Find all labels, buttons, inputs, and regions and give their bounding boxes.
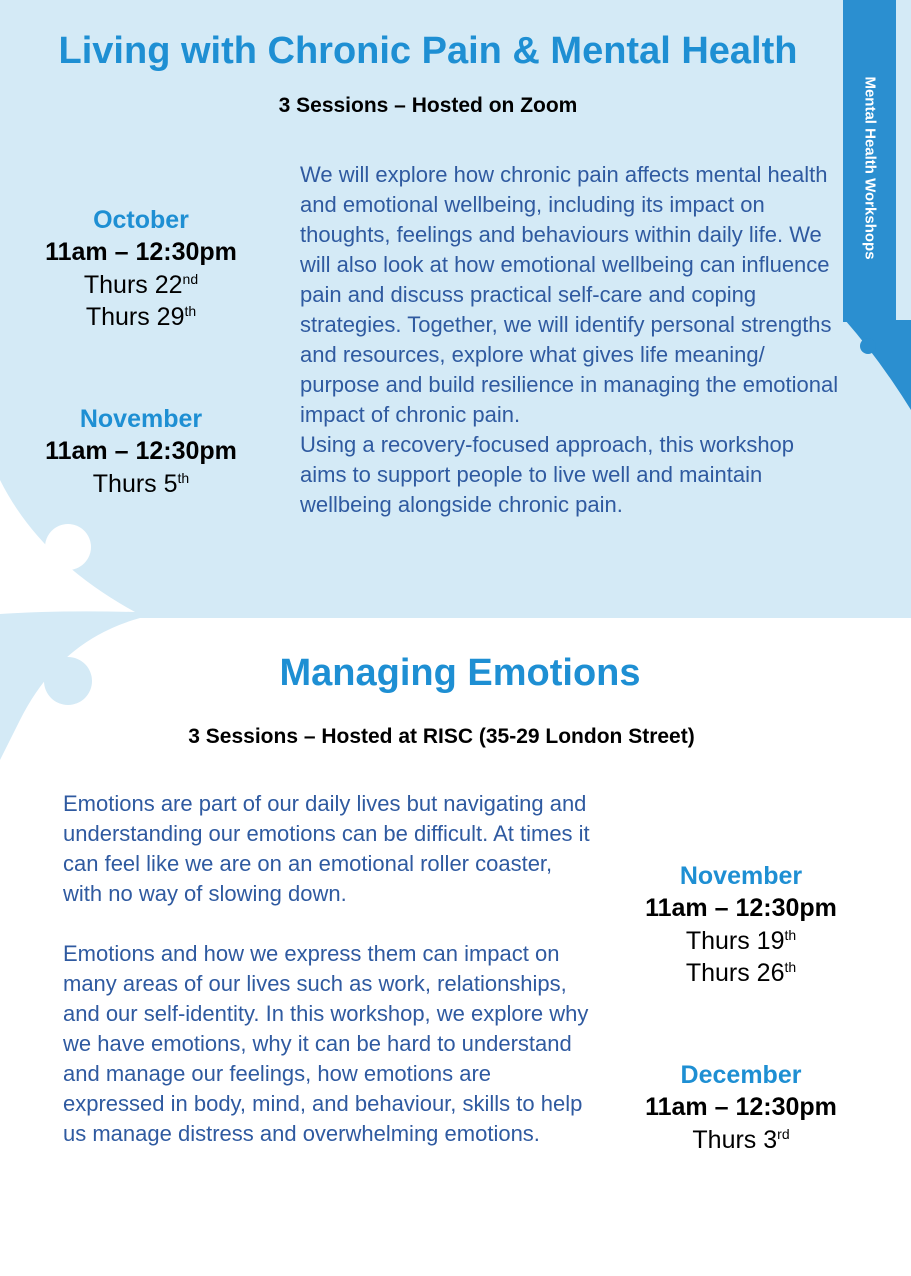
section2-title: Managing Emotions: [279, 652, 641, 694]
section2-dates: [630, 860, 852, 1156]
date-month: December: [680, 1061, 802, 1089]
paragraph: Emotions and how we express them can impact on many areas of our lives such as work, relationships, and our self-identity. In this workshop, we explore why we have emotions, why it can be hard to understand and manage our feelings, how emotions are expressed in body, mind, and behaviour, skills to help us manage distress and overwhelming emotions.: [63, 941, 589, 1146]
date-time: 11am – 12:30pm: [645, 1093, 837, 1121]
date-day: Thurs 3rd: [692, 1126, 790, 1154]
section2-description: [63, 789, 593, 1149]
date-day: Thurs 26th: [685, 959, 797, 987]
section2-subtitle: 3 Sessions – Hosted at RISC (35-29 London Street): [188, 725, 695, 748]
paragraph: Emotions are part of our daily lives but navigating and understanding our emotions can be difficult. At times it can feel like we are on an emotional roller coaster, with no way of slowing down.: [63, 791, 590, 906]
date-day: Thurs 19th: [685, 927, 797, 955]
side-tab-label: Mental Health Workshops: [861, 76, 878, 260]
section1-description: [300, 160, 840, 520]
date-time: 11am – 12:30pm: [645, 894, 837, 922]
section1-subtitle: 3 Sessions – Hosted on Zoom: [278, 94, 578, 117]
date-month: November: [679, 862, 803, 890]
section1-title: Living with Chronic Pain & Mental Health: [58, 30, 798, 72]
date-day: Thurs 5th: [92, 470, 190, 498]
section1-dates: [30, 204, 252, 500]
tab-dot: [860, 338, 876, 354]
date-day: Thurs 22nd: [83, 271, 199, 299]
date-time: 11am – 12:30pm: [45, 437, 237, 465]
date-month: October: [93, 206, 189, 234]
date-time: 11am – 12:30pm: [45, 238, 237, 266]
paragraph: Using a recovery-focused approach, this workshop aims to support people to live well and maintain wellbeing alongside chronic pain.: [300, 432, 795, 517]
white-circle: [45, 524, 91, 570]
lower-band: [0, 618, 911, 630]
date-day: Thurs 29th: [85, 303, 197, 331]
date-month: November: [79, 405, 203, 433]
paragraph: We will explore how chronic pain affects mental health and emotional wellbeing, including its impact on thoughts, feelings and behaviours within daily life. We will also look at how emotional wellbeing can influence pain and discuss practical self-care and coping strategies. Together, we will identify personal strengths and resources, explore what gives life meaning/ purpose and build resilience in managing the emotional impact of chronic pain.: [300, 162, 839, 427]
